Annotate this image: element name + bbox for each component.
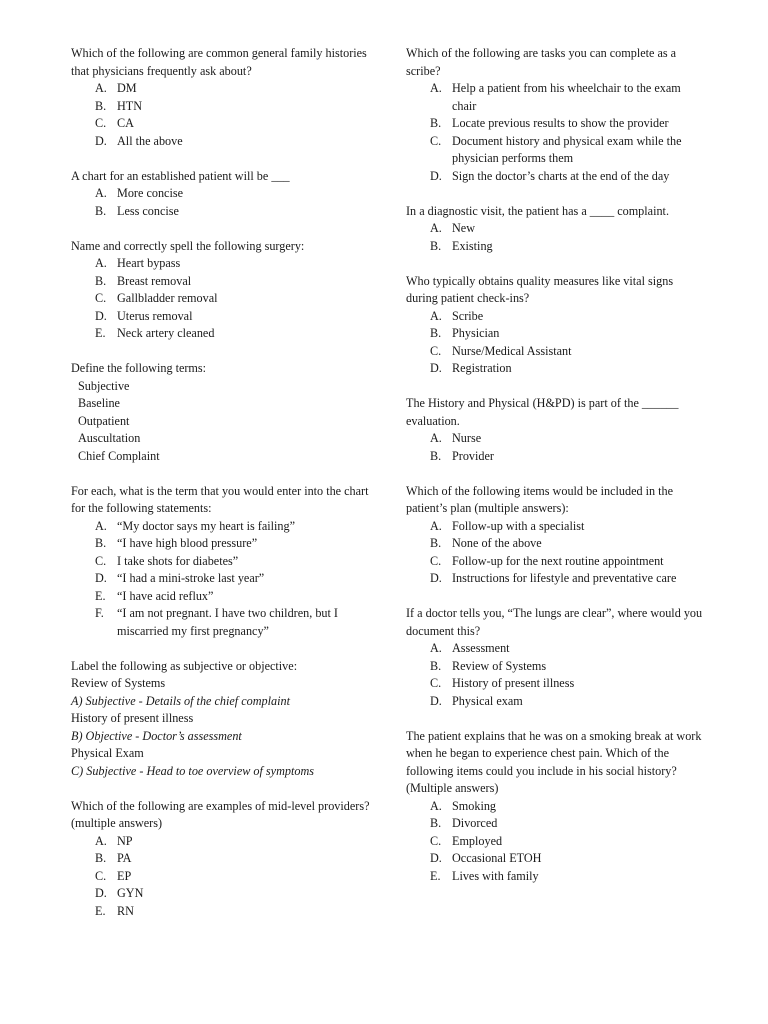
option-text: HTN: [117, 98, 143, 113]
option-text: New: [452, 221, 476, 235]
option-text: Nurse/Medical Assistant: [452, 343, 572, 358]
answer-option: [406, 115, 706, 133]
option-text: Assessment: [452, 641, 510, 655]
answer-option: [71, 588, 371, 606]
option-letter: C.: [95, 291, 107, 305]
answer-option: [71, 850, 371, 868]
answer-option: [406, 220, 706, 238]
option-text: RN: [117, 903, 134, 918]
option-letter: A.: [430, 308, 442, 323]
option-text: Follow-up for the next routine appointment: [452, 553, 664, 568]
option-letter: B.: [430, 816, 442, 830]
option-letter: E.: [95, 588, 106, 603]
answer-option: [71, 273, 371, 291]
answer-option: [71, 518, 371, 536]
answer-option: [406, 553, 706, 571]
option-text: NP: [117, 833, 133, 848]
option-letter: B.: [95, 98, 107, 113]
option-text: Locate previous results to show the provider: [452, 116, 669, 130]
term-item: Chief Complaint: [78, 448, 160, 463]
option-letter: D.: [430, 851, 442, 865]
question-text: Name and correctly spell the following surgery:: [71, 238, 305, 253]
question-text: In a diagnostic visit, the patient has a ____ complaint.: [406, 203, 669, 218]
question-text: Which of the following items would be included in the patient’s plan (multiple answers):: [406, 483, 674, 515]
option-letter: A.: [95, 833, 107, 848]
answer-option: [406, 535, 706, 553]
option-text: Heart bypass: [117, 256, 181, 270]
answer-option: [71, 868, 371, 886]
option-letter: B.: [430, 448, 442, 463]
answer-option: [71, 185, 371, 203]
option-letter: B.: [430, 536, 442, 550]
option-letter: D.: [430, 693, 442, 708]
option-letter: A.: [95, 256, 107, 270]
option-letter: D.: [95, 886, 107, 900]
option-letter: A.: [95, 81, 107, 95]
option-text: “I have acid reflux”: [117, 588, 214, 603]
option-text: Lives with family: [452, 868, 539, 883]
option-letter: B.: [430, 238, 442, 253]
option-letter: B.: [430, 326, 442, 340]
option-text: More concise: [117, 186, 183, 200]
question-diagnostic-visit: [406, 203, 706, 256]
question-text: For each, what is the term that you would enter into the chart for the following statements:: [71, 483, 369, 515]
question-scribe-tasks: [406, 45, 706, 185]
answer-option: [406, 430, 706, 448]
answer-option: [406, 850, 706, 868]
option-letter: D.: [430, 361, 442, 375]
option-text: Sign the doctor’s charts at the end of the day: [452, 168, 670, 183]
option-letter: A.: [430, 81, 442, 95]
option-text: Provider: [452, 448, 494, 463]
option-text: Less concise: [117, 203, 179, 218]
option-letter: C.: [430, 133, 442, 148]
option-text: Gallbladder removal: [117, 291, 218, 305]
option-letter: D.: [95, 308, 107, 323]
question-established-patient-chart: [71, 168, 371, 221]
question-text: The patient explains that he was on a smoking break at work when he began to experience chest pain. Which of the following items could you include in his social history? (Multiple answers): [406, 728, 702, 795]
option-letter: C.: [95, 553, 107, 568]
question-history-physical: [406, 395, 706, 465]
option-text: Divorced: [452, 816, 498, 830]
question-text: A chart for an established patient will be ___: [71, 168, 290, 183]
question-family-histories: [71, 45, 371, 150]
item-label: Physical Exam: [71, 746, 144, 760]
answer-option: [406, 238, 706, 256]
option-letter: B.: [95, 536, 107, 550]
answer-option: [406, 168, 706, 186]
question-text: If a doctor tells you, “The lungs are clear”, where would you document this?: [406, 606, 703, 638]
option-letter: A.: [95, 518, 107, 533]
question-text: Which of the following are examples of mid-level providers? (multiple answers): [71, 798, 370, 830]
answer-option: [406, 675, 706, 693]
answer-option: [406, 80, 706, 115]
option-letter: D.: [95, 133, 107, 148]
question-text: Which of the following are common general family histories that physicians frequently ask about?: [71, 46, 367, 78]
option-text: Review of Systems: [452, 658, 547, 673]
question-mid-level-providers: [71, 798, 371, 921]
option-letter: B.: [430, 658, 442, 673]
option-text: History of present illness: [452, 676, 575, 690]
option-text: Physical exam: [452, 693, 523, 708]
right-column: [406, 45, 706, 903]
option-text: All the above: [117, 133, 183, 148]
question-text: Define the following terms:: [71, 361, 207, 375]
option-letter: A.: [430, 798, 442, 813]
question-surgery-names: [71, 238, 371, 343]
option-text: Breast removal: [117, 273, 192, 288]
option-letter: C.: [430, 833, 442, 848]
option-letter: C.: [430, 676, 442, 690]
question-social-history: [406, 728, 706, 886]
option-letter: B.: [430, 116, 442, 130]
option-text: “I am not pregnant. I have two children, but I miscarried my first pregnancy”: [117, 606, 338, 638]
term-item: Baseline: [78, 396, 120, 410]
option-letter: E.: [95, 326, 106, 340]
answer-option: [406, 833, 706, 851]
option-letter: A.: [95, 186, 107, 200]
option-letter: E.: [430, 868, 441, 883]
option-letter: D.: [430, 571, 442, 585]
option-letter: A.: [430, 641, 442, 655]
answer-option: [71, 535, 371, 553]
answer-option: [406, 815, 706, 833]
option-text: Physician: [452, 326, 500, 340]
answer-option: [71, 80, 371, 98]
answer-option: [71, 133, 371, 151]
option-text: Follow-up with a specialist: [452, 518, 585, 533]
left-column: [71, 45, 371, 938]
option-text: “My doctor says my heart is failing”: [117, 518, 296, 533]
option-letter: B.: [95, 851, 107, 865]
question-text: Who typically obtains quality measures like vital signs during patient check-ins?: [406, 273, 674, 305]
item-answer: B) Objective - Doctor’s assessment: [71, 728, 242, 743]
answer-option: [71, 255, 371, 273]
option-letter: A.: [430, 431, 442, 445]
option-letter: A.: [430, 518, 442, 533]
option-letter: C.: [430, 553, 442, 568]
item-answer: C) Subjective - Head to toe overview of symptoms: [71, 763, 315, 778]
answer-option: [406, 658, 706, 676]
item-label: History of present illness: [71, 711, 194, 725]
option-text: Existing: [452, 238, 493, 253]
option-letter: C.: [430, 343, 442, 358]
question-define-terms: [71, 360, 371, 465]
question-lungs-clear: [406, 605, 706, 710]
option-text: Employed: [452, 833, 503, 848]
answer-option: [71, 553, 371, 571]
option-text: None of the above: [452, 536, 542, 550]
answer-option: [71, 290, 371, 308]
option-letter: A.: [430, 221, 442, 235]
item-label: Review of Systems: [71, 676, 166, 690]
answer-option: [406, 570, 706, 588]
answer-option: [406, 343, 706, 361]
option-text: “I have high blood pressure”: [117, 536, 258, 550]
question-chart-statements: [71, 483, 371, 641]
option-text: Document history and physical exam while the physician performs them: [452, 133, 682, 165]
answer-option: [71, 203, 371, 221]
option-letter: E.: [95, 903, 106, 918]
option-text: Smoking: [452, 798, 497, 813]
option-text: Nurse: [452, 431, 482, 445]
answer-option: [406, 325, 706, 343]
answer-option: [406, 693, 706, 711]
answer-option: [71, 885, 371, 903]
option-text: CA: [117, 116, 134, 130]
term-item: Outpatient: [78, 413, 130, 428]
term-item: Auscultation: [78, 431, 141, 445]
option-letter: B.: [95, 273, 107, 288]
option-text: Scribe: [452, 308, 484, 323]
option-text: Uterus removal: [117, 308, 193, 323]
option-letter: B.: [95, 203, 107, 218]
answer-option: [406, 868, 706, 886]
answer-option: [406, 448, 706, 466]
item-answer: A) Subjective - Details of the chief complaint: [71, 693, 290, 708]
answer-option: [71, 98, 371, 116]
answer-option: [406, 798, 706, 816]
option-text: Instructions for lifestyle and preventative care: [452, 571, 677, 585]
option-letter: D.: [430, 168, 442, 183]
option-text: Occasional ETOH: [452, 851, 542, 865]
option-letter: C.: [95, 868, 107, 883]
option-text: I take shots for diabetes”: [117, 553, 239, 568]
answer-option: [406, 518, 706, 536]
option-text: EP: [117, 868, 132, 883]
option-letter: F.: [95, 606, 104, 620]
option-text: Neck artery cleaned: [117, 326, 215, 340]
option-text: DM: [117, 81, 137, 95]
option-text: GYN: [117, 886, 144, 900]
option-letter: D.: [95, 571, 107, 585]
question-patient-plan: [406, 483, 706, 588]
term-item: Subjective: [78, 378, 130, 393]
question-vital-signs: [406, 273, 706, 378]
option-text: Help a patient from his wheelchair to the exam chair: [452, 81, 681, 113]
question-text: Which of the following are tasks you can complete as a scribe?: [406, 46, 677, 78]
answer-option: [71, 308, 371, 326]
question-text: The History and Physical (H&PD) is part of the ______ evaluation.: [406, 396, 679, 428]
question-subjective-objective: [71, 658, 371, 781]
option-text: Registration: [452, 361, 512, 375]
answer-option: [71, 605, 371, 640]
option-letter: C.: [95, 116, 107, 130]
answer-option: [406, 360, 706, 378]
answer-option: [71, 833, 371, 851]
answer-option: [71, 115, 371, 133]
answer-option: [71, 570, 371, 588]
option-text: “I had a mini-stroke last year”: [117, 571, 265, 585]
option-text: PA: [117, 851, 132, 865]
answer-option: [71, 325, 371, 343]
answer-option: [406, 133, 706, 168]
answer-option: [71, 903, 371, 921]
answer-option: [406, 640, 706, 658]
question-text: Label the following as subjective or objective:: [71, 658, 298, 673]
answer-option: [406, 308, 706, 326]
